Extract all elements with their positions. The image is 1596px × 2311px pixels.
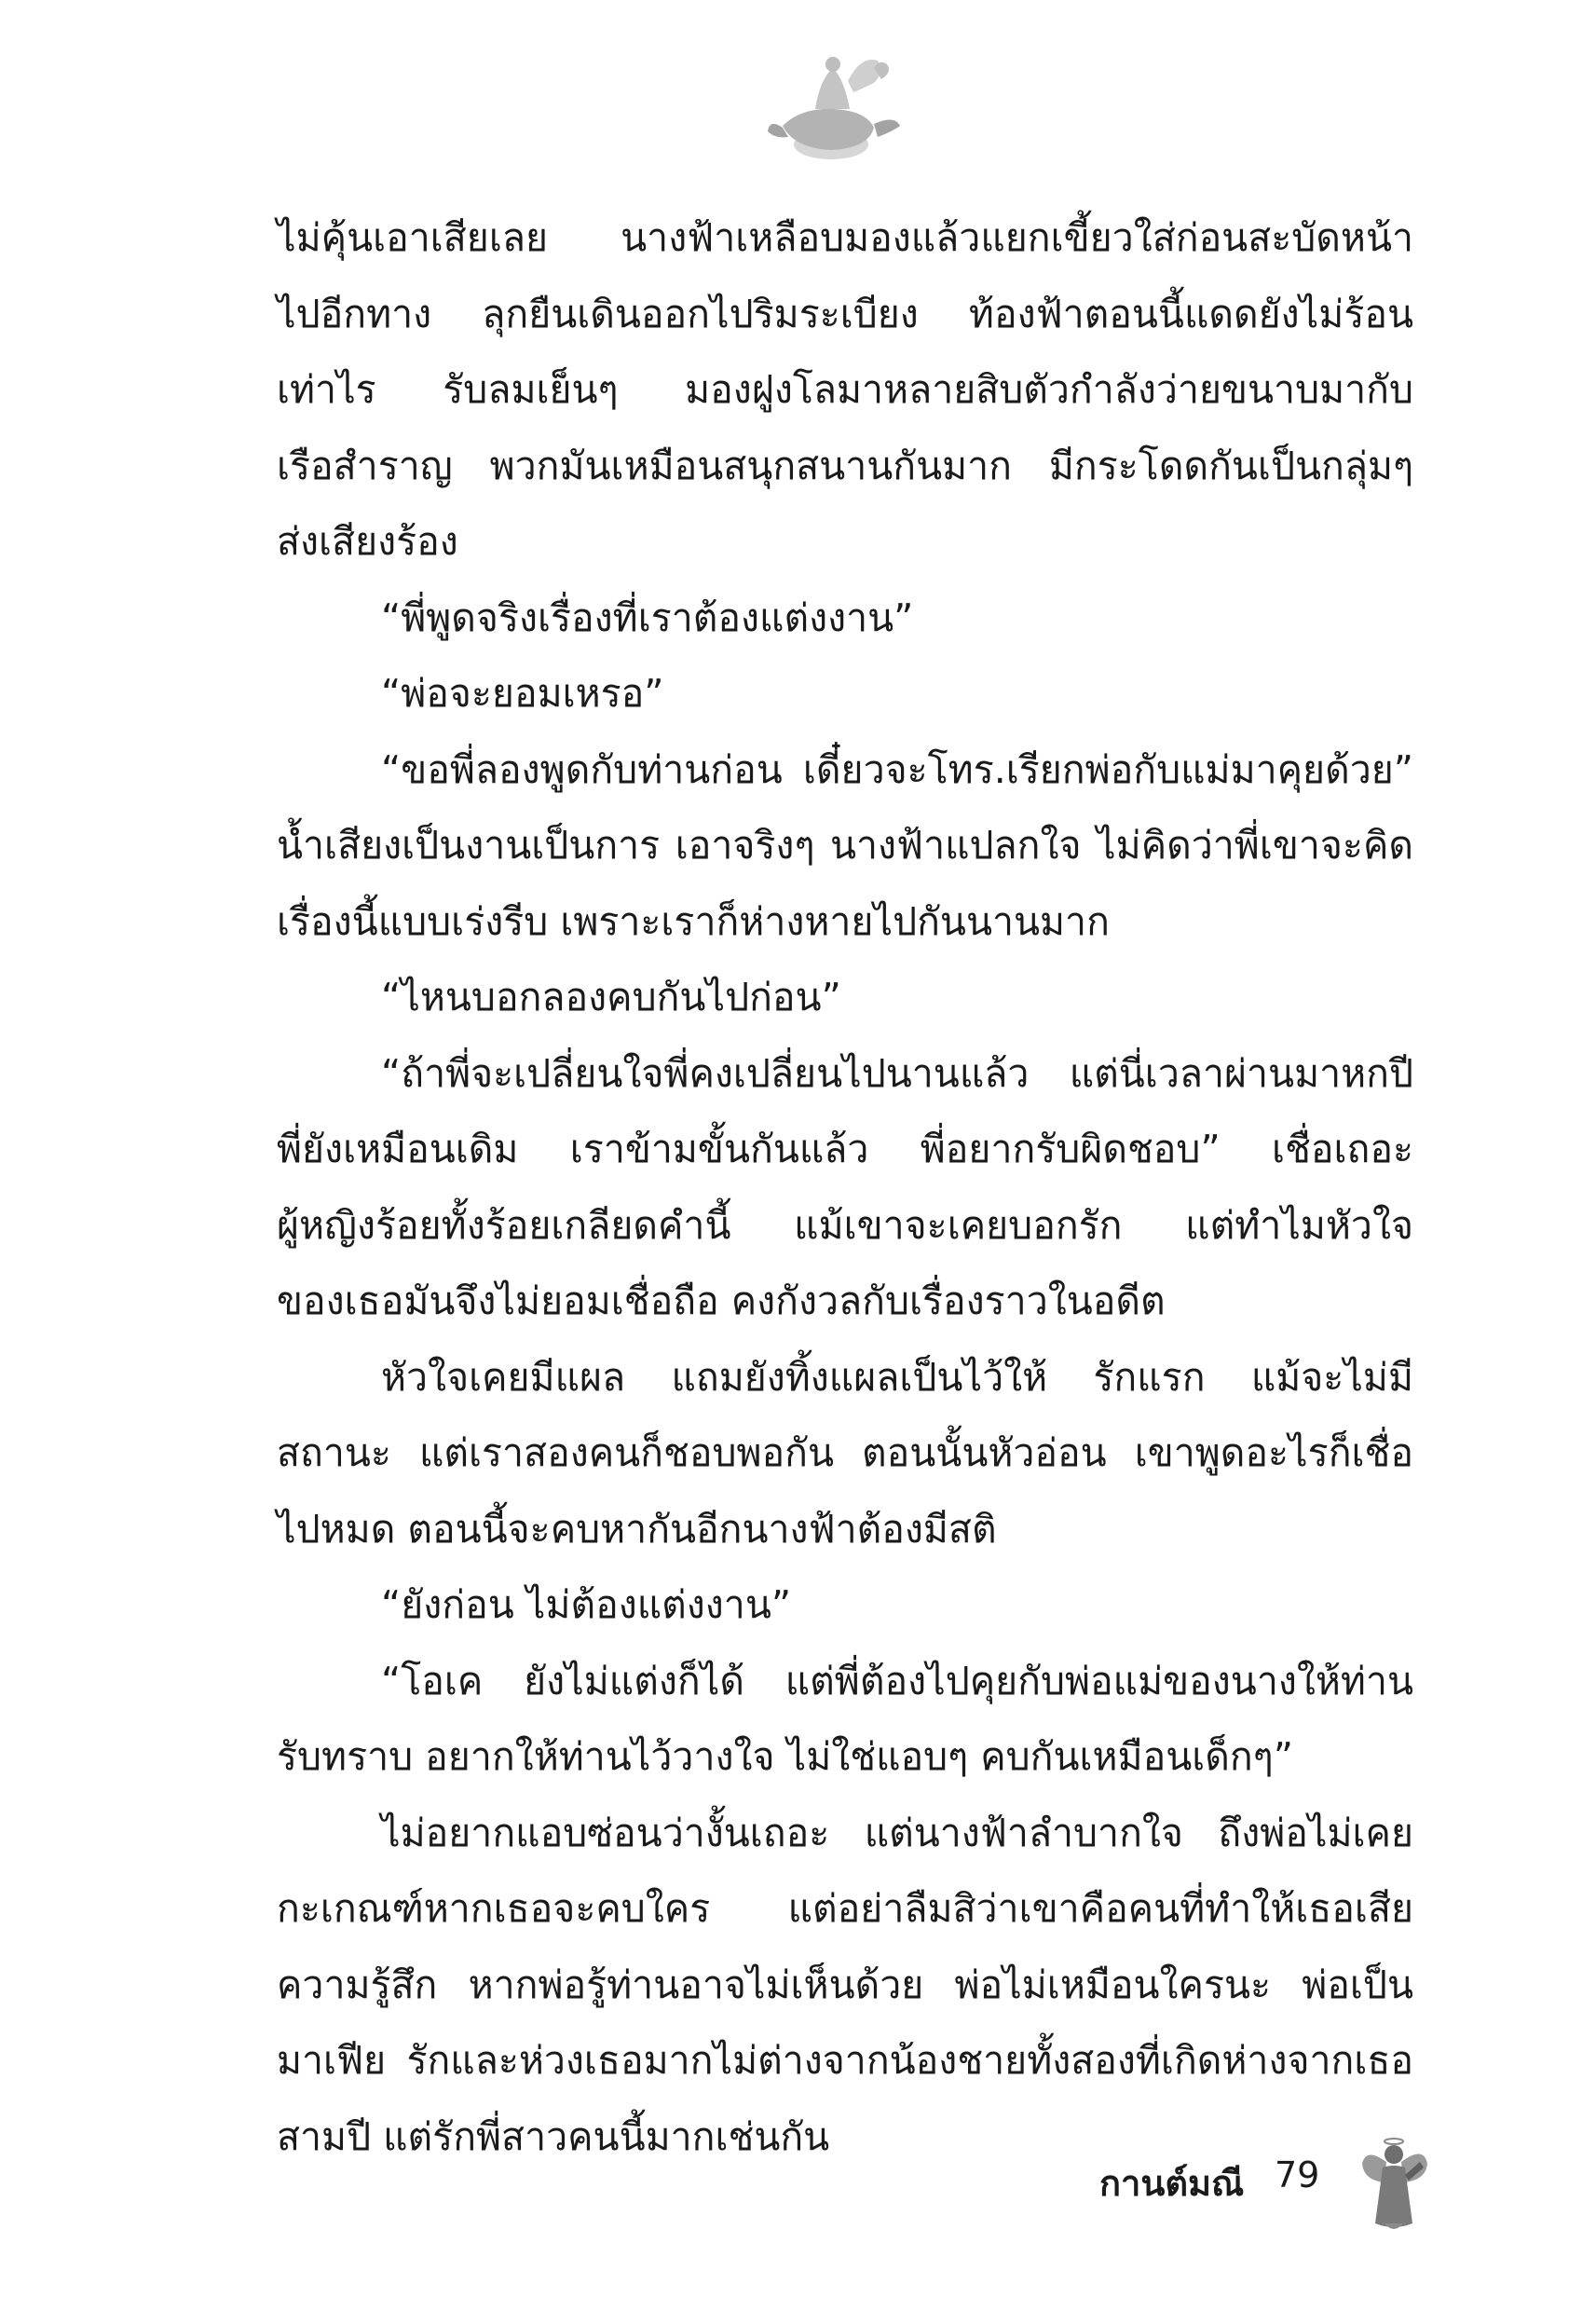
- genie-lamp-icon: [764, 51, 904, 168]
- footer-title: กานต์มณี: [1099, 2163, 1245, 2204]
- text-line: ผู้หญิงร้อยทั้งร้อยเกลียดคำนี้ แม้เขาจะเคยบอกรัก แต่ทำไมหัวใจ: [277, 1202, 1413, 1248]
- text-line: “ยังก่อน ไม่ต้องแต่งงาน”: [381, 1582, 792, 1627]
- text-line: สามปี แต่รักพี่สาวคนนี้มากเช่นกัน: [277, 2113, 830, 2159]
- angel-icon: [1358, 2134, 1429, 2236]
- text-line: ไม่อยากแอบซ่อนว่างั้นเถอะ แต่นางฟ้าลำบากใจ ถึงพ่อไม่เคย: [381, 1810, 1413, 1855]
- text-line: หัวใจเคยมีแผล แถมยังทิ้งแผลเป็นไว้ให้ รักแรก แม้จะไม่มี: [381, 1354, 1413, 1400]
- text-line: น้ำเสียงเป็นงานเป็นการ เอาจริงๆ นางฟ้าแปลกใจ ไม่คิดว่าพี่เขาจะคิด: [277, 823, 1413, 868]
- text-line: ไปหมด ตอนนี้จะคบหากันอีกนางฟ้าต้องมีสติ: [277, 1506, 997, 1552]
- text-line: “พี่พูดจริงเรื่องที่เราต้องแต่งงาน”: [381, 595, 914, 640]
- text-line: มาเฟีย รักและห่วงเธอมากไม่ต่างจากน้องชายทั้งสองที่เกิดห่างจากเธอ: [277, 2038, 1413, 2083]
- body-text: [277, 200, 1413, 2175]
- text-line: “พ่อจะยอมเหรอ”: [381, 671, 664, 716]
- text-line: กะเกณฑ์หากเธอจะคบใคร แต่อย่าลืมสิว่าเขาคือคนที่ทำให้เธอเสีย: [277, 1886, 1413, 1931]
- text-line: เรือสำราญ พวกมันเหมือนสนุกสนานกันมาก มีกระโดดกันเป็นกลุ่มๆ: [277, 443, 1413, 488]
- text-line: ไปอีกทาง ลุกยืนเดินออกไปริมระเบียง ท้องฟ้าตอนนี้แดดยังไม่ร้อน: [277, 291, 1413, 336]
- text-line: เท่าไร รับลมเย็นๆ มองฝูงโลมาหลายสิบตัวกำลังว่ายขนาบมากับ: [277, 367, 1413, 412]
- text-line: “โอเค ยังไม่แต่งก็ได้ แต่พี่ต้องไปคุยกับพ่อแม่ของนางให้ท่าน: [381, 1658, 1413, 1703]
- text-line: รับทราบ อยากให้ท่านไว้วางใจ ไม่ใช่แอบๆ คบกันเหมือนเด็กๆ”: [277, 1734, 1293, 1779]
- text-line: ส่งเสียงร้อง: [277, 519, 458, 564]
- page-number: 79: [1275, 2154, 1320, 2195]
- text-line: “ไหนบอกลองคบกันไปก่อน”: [381, 975, 841, 1019]
- text-line: ของเธอมันจึงไม่ยอมเชื่อถือ คงกังวลกับเรื่องราวในอดีต: [277, 1279, 1166, 1323]
- page-footer: [1099, 2134, 1435, 2246]
- text-line: “ขอพี่ลองพูดกับท่านก่อน เดี๋ยวจะโทร.เรียกพ่อกับแม่มาคุยด้วย”: [381, 746, 1413, 792]
- text-line: สถานะ แต่เราสองคนก็ชอบพอกัน ตอนนั้นหัวอ่อน เขาพูดอะไรก็เชื่อ: [277, 1430, 1413, 1475]
- text-line: ไม่คุ้นเอาเสียเลย นางฟ้าเหลือบมองแล้วแยกเขี้ยวใส่ก่อนสะบัดหน้า: [277, 215, 1413, 260]
- text-line: “ถ้าพี่จะเปลี่ยนใจพี่คงเปลี่ยนไปนานแล้ว แต่นี่เวลาผ่านมาหกปี: [381, 1050, 1413, 1096]
- text-line: เรื่องนี้แบบเร่งรีบ เพราะเราก็ห่างหายไปกันนานมาก: [277, 898, 1110, 944]
- text-line: ความรู้สึก หากพ่อรู้ท่านอาจไม่เห็นด้วย พ่อไม่เหมือนใครนะ พ่อเป็น: [277, 1962, 1413, 2007]
- text-line: พี่ยังเหมือนเดิม เราข้ามขั้นกันแล้ว พี่อยากรับผิดชอบ” เชื่อเถอะ: [277, 1127, 1413, 1171]
